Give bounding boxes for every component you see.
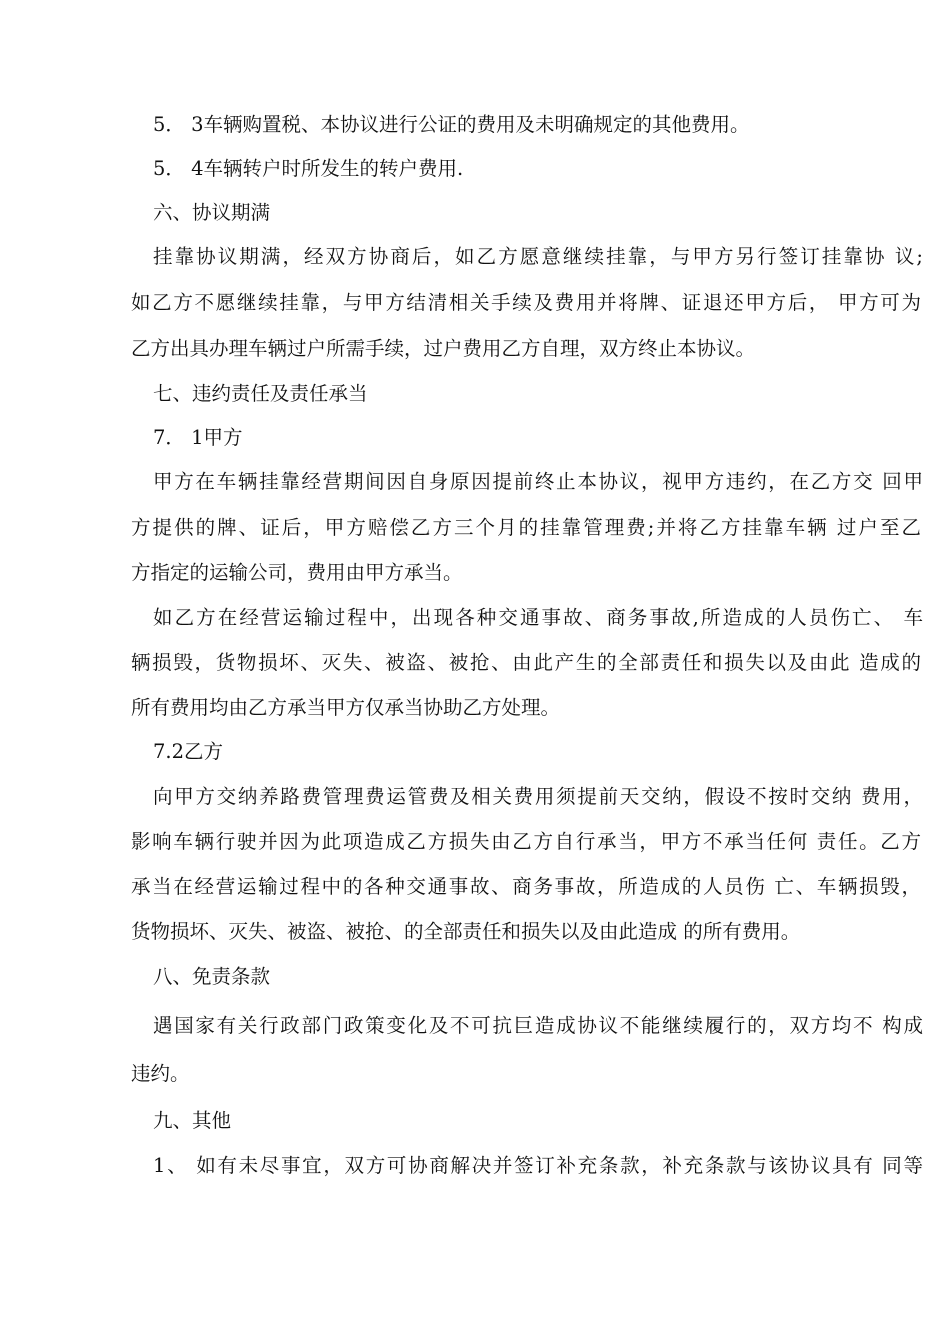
paragraph-line: 承当在经营运输过程中的各种交通事故、商务事故，所造成的人员伤 亡、车辆损毁， — [131, 875, 921, 898]
paragraph-line: 向甲方交纳养路费管理费运管费及相关费用须提前天交纳，假设不按时交纳 费用， — [153, 785, 923, 808]
section-heading-7: 七、违约责任及责任承当 — [153, 382, 368, 405]
paragraph-line: 乙方出具办理车辆过户所需手续，过户费用乙方自理，双方终止本协议。 — [131, 337, 756, 360]
paragraph-line: 影响车辆行驶并因为此项造成乙方损失由乙方自行承当，甲方不承当任何 责任。乙方 — [131, 830, 921, 853]
paragraph-line: 如乙方在经营运输过程中，出现各种交通事故、商务事故,所造成的人员伤亡、 车 — [153, 606, 923, 629]
section-heading-9: 九、其他 — [153, 1109, 232, 1132]
paragraph-line: 遇国家有关行政部门政策变化及不可抗巨造成协议不能继续履行的，双方均不 构成 — [153, 1014, 923, 1037]
paragraph-line: 挂靠协议期满，经双方协商后，如乙方愿意继续挂靠，与甲方另行签订挂靠协 议; — [153, 245, 923, 268]
clause-7-2: 7.2乙方 — [153, 740, 224, 763]
paragraph-line: 方指定的运输公司，费用由甲方承当。 — [131, 561, 463, 584]
paragraph-line: 违约。 — [131, 1062, 190, 1085]
section-heading-8: 八、免责条款 — [153, 965, 271, 988]
paragraph-line: 甲方在车辆挂靠经营期间因自身原因提前终止本协议，视甲方违约，在乙方交 回甲 — [153, 470, 923, 493]
clause-5-3: 5． 3车辆购置税、本协议进行公证的费用及未明确规定的其他费用。 — [153, 113, 750, 136]
section-heading-6: 六、协议期满 — [153, 201, 271, 224]
clause-5-4: 5． 4车辆转户时所发生的转户费用. — [153, 157, 464, 180]
clause-7-1: 7． 1甲方 — [153, 426, 243, 449]
paragraph-line: 方提供的牌、证后，甲方赔偿乙方三个月的挂靠管理费;并将乙方挂靠车辆 过户至乙 — [131, 516, 921, 539]
paragraph-line: 如乙方不愿继续挂靠，与甲方结清相关手续及费用并将牌、证退还甲方后， 甲方可为 — [131, 291, 921, 314]
paragraph-line: 1、 如有未尽事宜，双方可协商解决并签订补充条款，补充条款与该协议具有 同等 — [153, 1154, 923, 1177]
paragraph-line: 辆损毁，货物损坏、灭失、被盗、被抢、由此产生的全部责任和损失以及由此 造成的 — [131, 651, 921, 674]
paragraph-line: 货物损坏、灭失、被盗、被抢、的全部责任和损失以及由此造成 的所有费用。 — [131, 920, 801, 943]
paragraph-line: 所有费用均由乙方承当甲方仅承当协助乙方处理。 — [131, 696, 561, 719]
